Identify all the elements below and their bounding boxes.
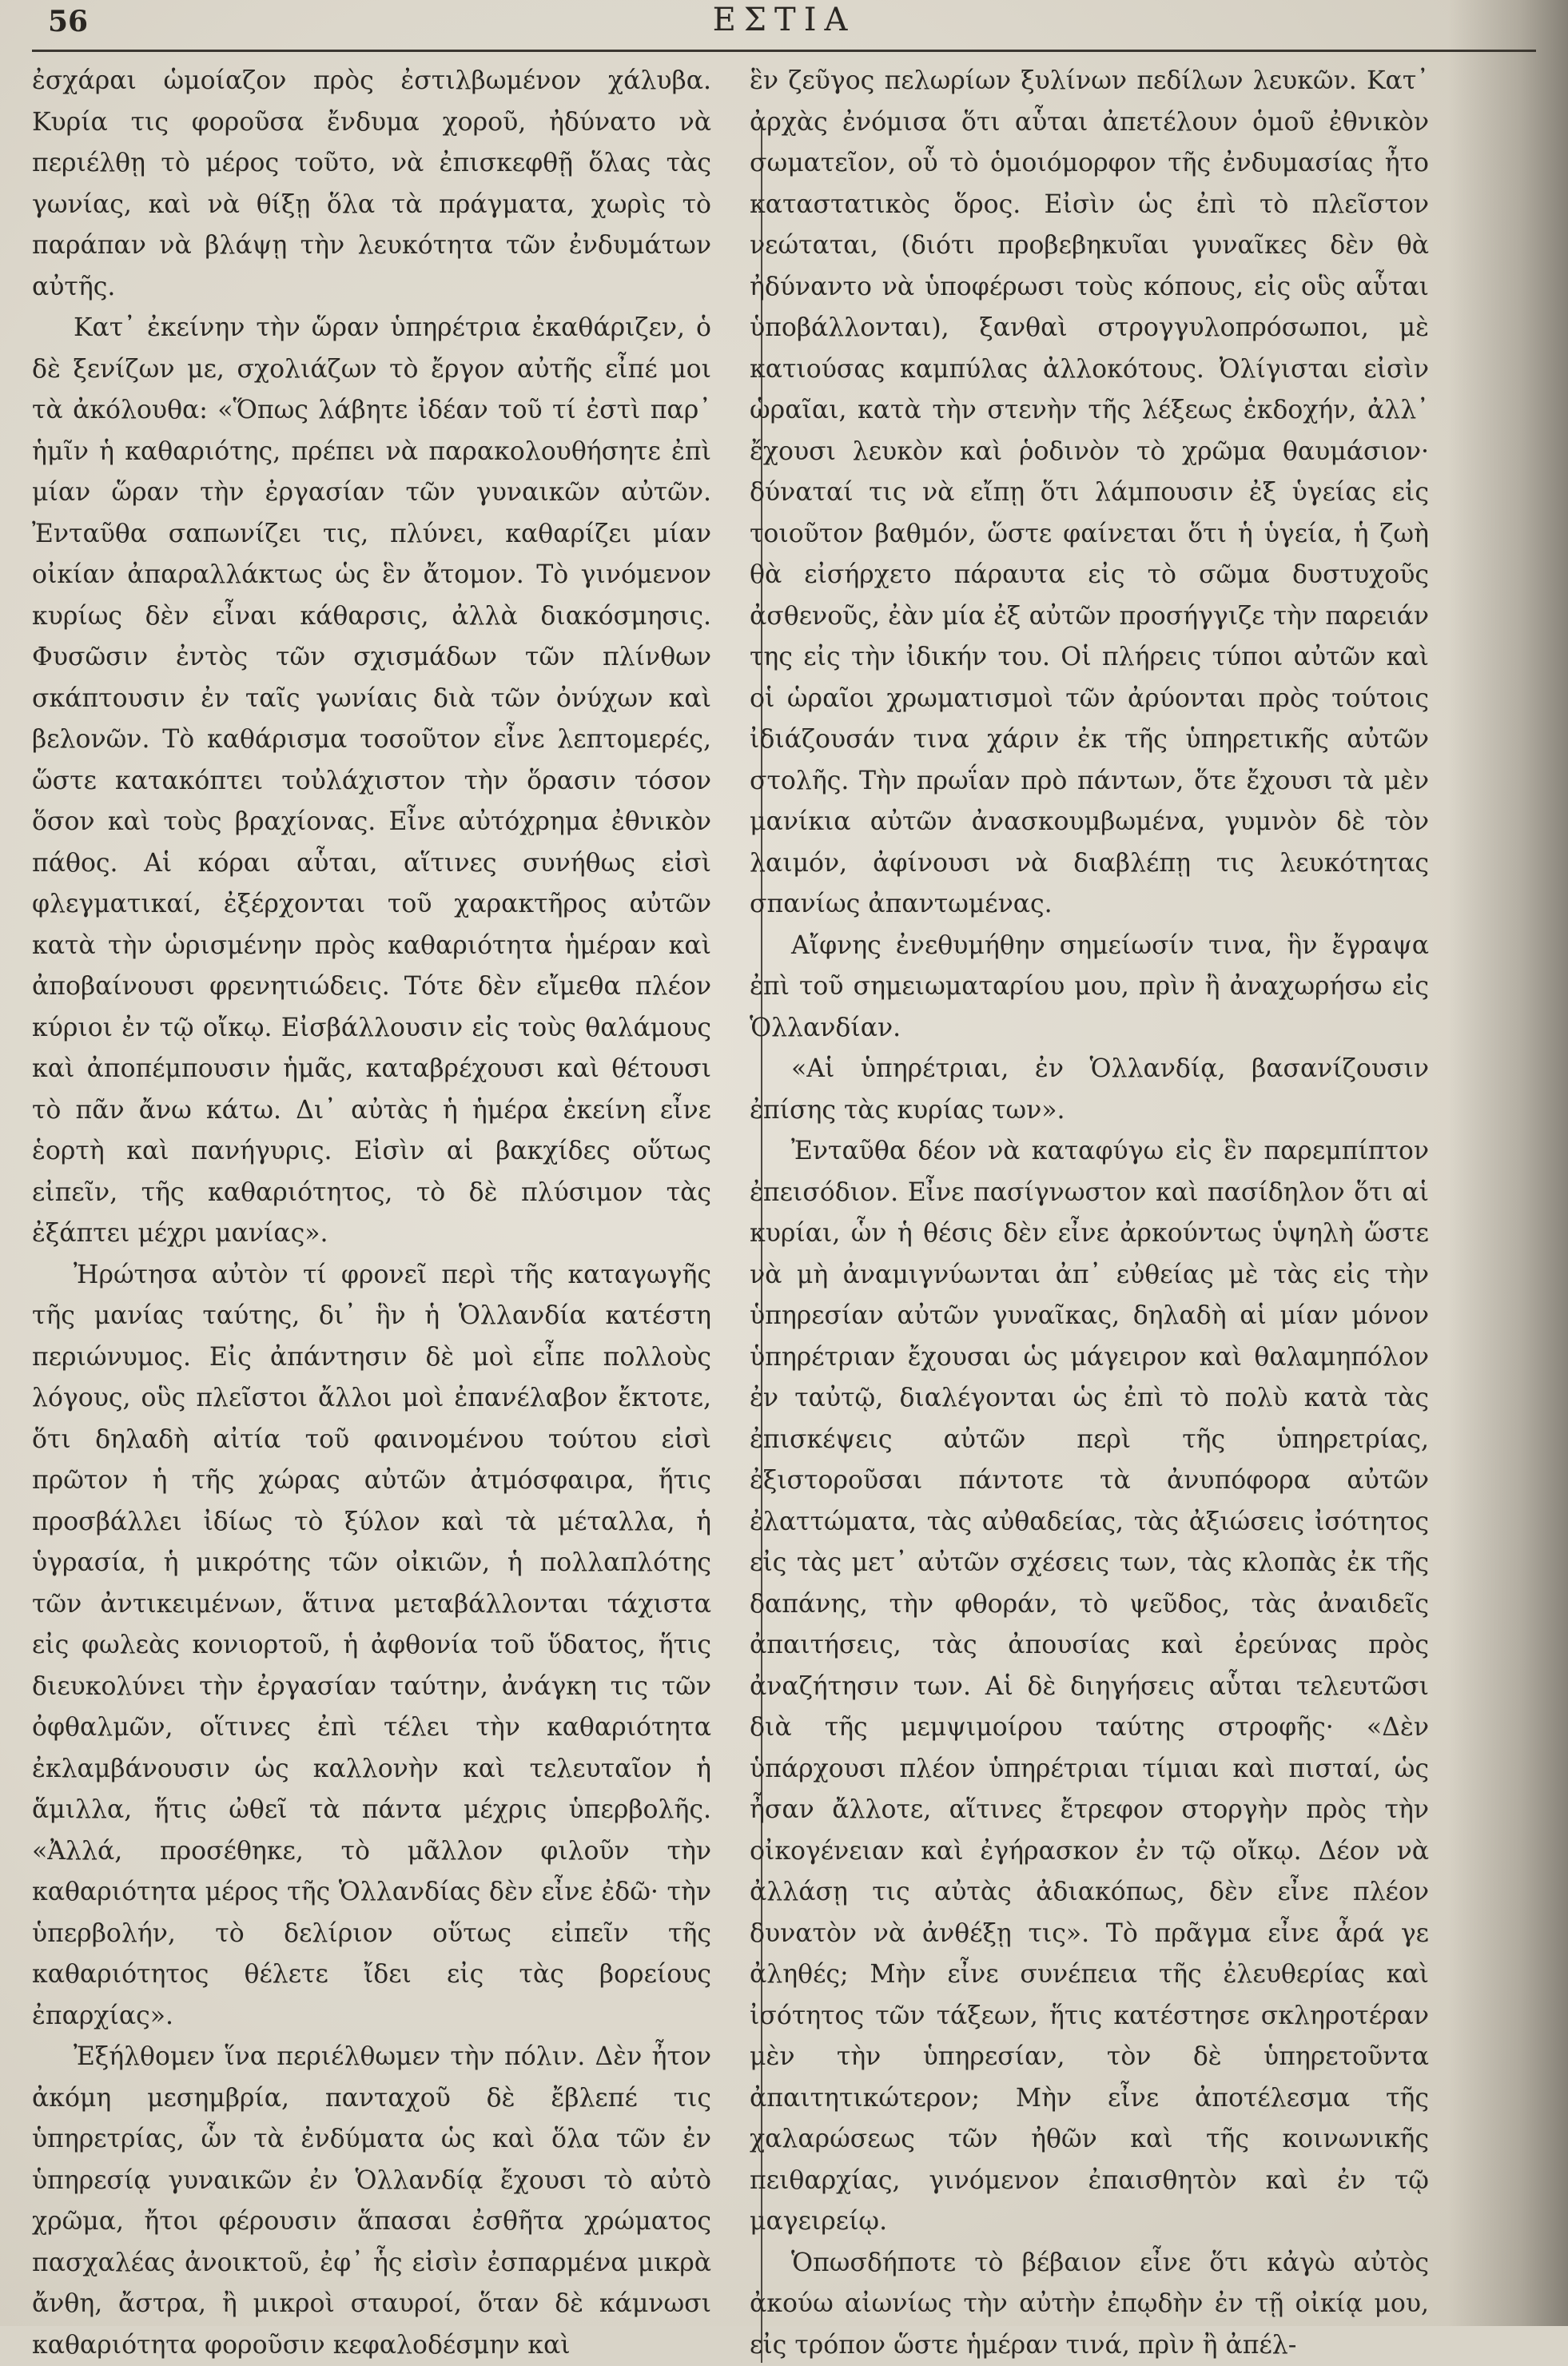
paragraph: Αἴφνης ἐνεθυμήθην σημείωσίν τινα, ἣν ἔγραψα ἐπὶ τοῦ σημειωματαρίου μου, πρὶν ἢ ἀναχωρήσω εἰς Ὁλλανδίαν. (750, 926, 1429, 1050)
paragraph: ἓν ζεῦγος πελωρίων ξυλίνων πεδίλων λευκῶν. Κατ᾽ ἀρχὰς ἐνόμισα ὅτι αὗται ἀπετέλουν ὁμοῦ ἐθνικὸν σωματεῖον, οὗ τὸ ὁμοιόμορφον τῆς ἐνδυμασίας ἦτο καταστατικὸς ὅρος. Εἰσὶν ὡς ἐπὶ τὸ πλεῖστον νεώταται, (διότι προβεβηκυῖαι γυναῖκες δὲν θὰ ἠδύναντο νὰ ὑποφέρωσι τοὺς κόπους, εἰς οὓς αὗται ὑποβάλλονται), ξανθαὶ στρογγυλοπρόσωποι, μὲ κατιούσας καμπύλας ἀλλοκότους. Ὀλίγισται εἰσὶν ὡραῖαι, κατὰ τὴν στενὴν τῆς λέξεως ἐκδοχήν, ἀλλ᾽ ἔχουσι λευκὸν καὶ ῥοδινὸν τὸ χρῶμα θαυμάσιον· δύναταί τις νὰ εἴπῃ ὅτι λάμπουσιν ἐξ ὑγείας εἰς τοιοῦτον βαθμόν, ὥστε φαίνεται ὅτι ἡ ὑγεία, ἡ ζωὴ θὰ εἰσήρχετο πάραυτα εἰς τὸ σῶμα δυστυχοῦς ἀσθενοῦς, ἐὰν μία ἐξ αὐτῶν προσήγγιζε τὴν παρειάν της εἰς τὴν ἰδικήν του. Οἱ πλήρεις τύποι αὐτῶν καὶ οἱ ὡραῖοι χρωματισμοὶ τῶν ἀρύονται πρὸς τούτοις ἰδιάζουσάν τινα χάριν ἐκ τῆς ὑπηρετικῆς αὐτῶν στολῆς. Τὴν πρωΐαν πρὸ πάντων, ὅτε ἔχουσι τὰ μὲν μανίκια αὐτῶν ἀνασκουμβωμένα, γυμνὸν δὲ τὸν λαιμόν, ἀφίνουσι νὰ διαβλέπῃ τις λευκότητας σπανίως ἀπαντωμένας. (750, 61, 1429, 926)
right-column (750, 61, 1429, 2315)
paragraph: Ἠρώτησα αὐτὸν τί φρονεῖ περὶ τῆς καταγωγῆς τῆς μανίας ταύτης, δι᾽ ἣν ἡ Ὁλλανδία κατέστη περιώνυμος. Εἰς ἀπάντησιν δὲ μοὶ εἶπε πολλοὺς λόγους, οὓς πλεῖστοι ἄλλοι μοὶ ἐπανέλαβον ἔκτοτε, ὅτι δηλαδὴ αἰτία τοῦ φαινομένου τούτου εἰσὶ πρῶτον ἡ τῆς χώρας αὐτῶν ἀτμόσφαιρα, ἥτις προσβάλλει ἰδίως τὸ ξύλον καὶ τὰ μέταλλα, ἡ ὑγρασία, ἡ μικρότης τῶν οἰκιῶν, ἡ πολλαπλότης τῶν ἀντικειμένων, ἅτινα μεταβάλλονται τάχιστα εἰς φωλεὰς κονιορτοῦ, ἡ ἀφθονία τοῦ ὕδατος, ἥτις διευκολύνει τὴν ἐργασίαν ταύτην, ἀνάγκη τις τῶν ὀφθαλμῶν, οἵτινες ἐπὶ τέλει τὴν καθαριότητα ἐκλαμβάνουσιν ὡς καλλονὴν καὶ τελευταῖον ἡ ἅμιλλα, ἥτις ὠθεῖ τὰ πάντα μέχρις ὑπερβολῆς. «Ἀλλά, προσέθηκε, τὸ μᾶλλον φιλοῦν τὴν καθαριότητα μέρος τῆς Ὁλλανδίας δὲν εἶνε ἐδῶ· τὴν ὑπερβολήν, τὸ δελίριον οὕτως εἰπεῖν τῆς καθαριότητος θέλετε ἴδει εἰς τὰς βορείους ἐπαρχίας». (32, 1255, 711, 2037)
page-number: 56 (48, 5, 88, 38)
paragraph: Κατ᾽ ἐκείνην τὴν ὥραν ὑπηρέτρια ἐκαθάριζεν, ὁ δὲ ξενίζων με, σχολιάζων τὸ ἔργον αὐτῆς εἶπέ μοι τὰ ἀκόλουθα: «Ὅπως λάβητε ἰδέαν τοῦ τί ἐστὶ παρ᾽ ἡμῖν ἡ καθαριότης, πρέπει νὰ παρακολουθήσητε ἐπὶ μίαν ὥραν τὴν ἐργασίαν τῶν γυναικῶν αὐτῶν. Ἐνταῦθα σαπωνίζει τις, πλύνει, καθαρίζει μίαν οἰκίαν ἀπαραλλάκτως ὡς ἓν ἄτομον. Τὸ γινόμενον κυρίως δὲν εἶναι κάθαρσις, ἀλλὰ διακόσμησις. Φυσῶσιν ἐντὸς τῶν σχισμάδων τῶν πλίνθων σκάπτουσιν ἐν ταῖς γωνίαις διὰ τῶν ὀνύχων καὶ βελονῶν. Τὸ καθάρισμα τοσοῦτον εἶνε λεπτομερές, ὥστε κατακόπτει τοὐλάχιστον τὴν ὅρασιν τόσον ὅσον καὶ τοὺς βραχίονας. Εἶνε αὐτόχρημα ἐθνικὸν πάθος. Αἱ κόραι αὗται, αἵτινες συνήθως εἰσὶ φλεγματικαί, ἐξέρχονται τοῦ χαρακτῆρος αὐτῶν κατὰ τὴν ὡρισμένην πρὸς καθαριότητα ἡμέραν καὶ ἀποβαίνουσι φρενητιώδεις. Τότε δὲν εἴμεθα πλέον κύριοι ἐν τῷ οἴκῳ. Εἰσβάλλουσιν εἰς τοὺς θαλάμους καὶ ἀποπέμπουσιν ἡμᾶς, καταβρέχουσι καὶ θέτουσι τὸ πᾶν ἄνω κάτω. Δι᾽ αὐτὰς ἡ ἡμέρα ἐκείνη εἶνε ἑορτὴ καὶ πανήγυρις. Εἰσὶν αἱ βακχίδες οὕτως εἰπεῖν, τῆς καθαριότητος, τὸ δὲ πλύσιμον τὰς ἐξάπτει μέχρι μανίας». (32, 308, 711, 1255)
page-header (32, 0, 1536, 56)
text-columns (32, 61, 1447, 2315)
running-title: ΕΣΤΙΑ (32, 2, 1536, 38)
header-rule (32, 50, 1536, 52)
paragraph: Ὁπωσδήποτε τὸ βέβαιον εἶνε ὅτι κἀγὼ αὐτὸς ἀκούω αἰωνίως τὴν αὐτὴν ἐπῳδὴν ἐν τῇ οἰκίᾳ μου, εἰς τρόπον ὥστε ἡμέραν τινά, πρὶν ἢ ἀπέλ- (750, 2243, 1429, 2366)
paragraph: «Αἱ ὑπηρέτριαι, ἐν Ὁλλανδίᾳ, βασανίζουσιν ἐπίσης τὰς κυρίας των». (750, 1049, 1429, 1131)
binding-shadow (1448, 0, 1568, 2326)
paragraph: Ἐξήλθομεν ἵνα περιέλθωμεν τὴν πόλιν. Δὲν ἦτον ἀκόμη μεσημβρία, πανταχοῦ δὲ ἔβλεπέ τις ὑπηρετρίας, ὧν τὰ ἐνδύματα ὡς καὶ ὅλα τῶν ἐν ὑπηρεσίᾳ γυναικῶν ἐν Ὁλλανδίᾳ ἔχουσι τὸ αὐτὸ χρῶμα, ἤτοι φέρουσιν ἅπασαι ἐσθῆτα χρώματος πασχαλέας ἀνοικτοῦ, ἐφ᾽ ἧς εἰσὶν ἐσπαρμένα μικρὰ ἄνθη, ἄστρα, ἢ μικροὶ σταυροί, ὅταν δὲ κάμνωσι καθαριότητα φοροῦσιν κεφαλοδέσμην καὶ (32, 2037, 711, 2366)
paragraph: Ἐνταῦθα δέον νὰ καταφύγω εἰς ἓν παρεμπίπτον ἐπεισόδιον. Εἶνε πασίγνωστον καὶ πασίδηλον ὅτι αἱ κυρίαι, ὧν ἡ θέσις δὲν εἶνε ἀρκούντως ὑψηλὴ ὥστε νὰ μὴ ἀναμιγνύωνται ἀπ᾽ εὐθείας μὲ τὰς εἰς τὴν ὑπηρεσίαν αὐτῶν γυναῖκας, δηλαδὴ αἱ μίαν μόνον ὑπηρέτριαν ἔχουσαι ὡς μάγειρον καὶ θαλαμηπόλον ἐν ταὐτῷ, διαλέγονται ὡς ἐπὶ τὸ πολὺ κατὰ τὰς ἐπισκέψεις αὐτῶν περὶ τῆς ὑπηρετρίας, ἐξιστοροῦσαι πάντοτε τὰ ἀνυπόφορα αὐτῶν ἐλαττώματα, τὰς αὐθαδείας, τὰς ἀξιώσεις ἰσότητος εἰς τὰς μετ᾽ αὐτῶν σχέσεις των, τὰς κλοπὰς ἐκ τῆς δαπάνης, τὴν φθοράν, τὸ ψεῦδος, τὰς ἀναιδεῖς ἀπαιτήσεις, τὰς ἀπουσίας καὶ ἐρεύνας πρὸς ἀναζήτησιν των. Αἱ δὲ διηγήσεις αὗται τελευτῶσι διὰ τῆς μεμψιμοίρου ταύτης στροφῆς· «Δὲν ὑπάρχουσι πλέον ὑπηρέτριαι τίμιαι καὶ πισταί, ὡς ἦσαν ἄλλοτε, αἵτινες ἔτρεφον στοργὴν πρὸς τὴν οἰκογένειαν καὶ ἐγήρασκον ἐν τῷ οἴκῳ. Δέον νὰ ἀλλάσῃ τις αὐτὰς ἀδιακόπως, δὲν εἶνε πλέον δυνατὸν νὰ ἀνθέξῃ τις». Τὸ πρᾶγμα εἶνε ἆρά γε ἀληθές; Μὴν εἶνε συνέπεια τῆς ἐλευθερίας καὶ ἰσότητος τῶν τάξεων, ἥτις κατέστησε σκληροτέραν μὲν τὴν ὑπηρεσίαν, τὸν δὲ ὑπηρετοῦντα ἀπαιτητικώτερον; Μὴν εἶνε ἀποτέλεσμα τῆς χαλαρώσεως τῶν ἠθῶν καὶ τῆς κοινωνικῆς πειθαρχίας, γινόμενον ἐπαισθητὸν καὶ ἐν τῷ μαγειρείῳ. (750, 1131, 1429, 2243)
left-column (32, 61, 711, 2315)
paragraph: ἐσχάραι ὡμοίαζον πρὸς ἐστιλβωμένον χάλυβα. Κυρία τις φοροῦσα ἔνδυμα χοροῦ, ἠδύνατο νὰ περιέλθῃ τὸ μέρος τοῦτο, νὰ ἐπισκεφθῇ ὅλας τὰς γωνίας, καὶ νὰ θίξῃ ὅλα τὰ πράγματα, χωρὶς τὸ παράπαν νὰ βλάψῃ τὴν λευκότητα τῶν ἐνδυμάτων αὐτῆς. (32, 61, 711, 308)
